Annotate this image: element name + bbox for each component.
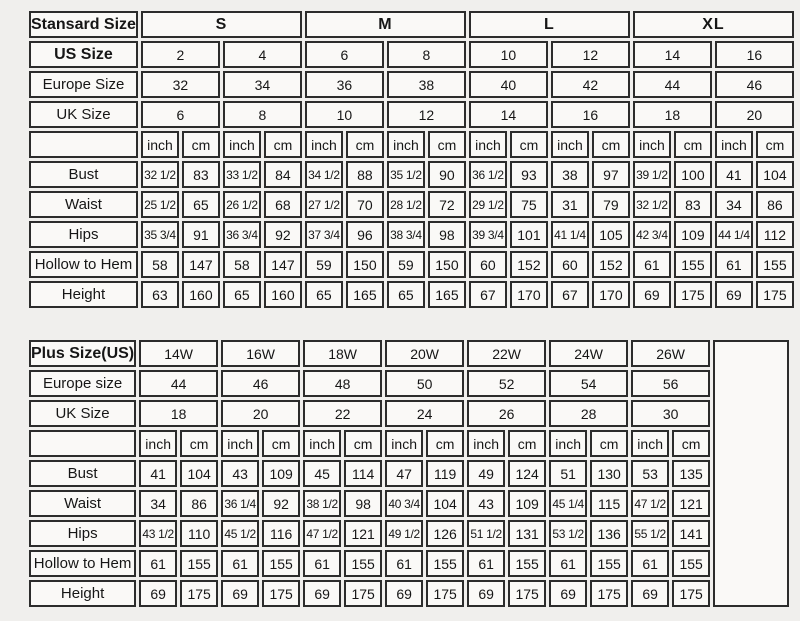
size-value-cell: 6 (141, 101, 220, 128)
size-value-cell: 56 (631, 370, 710, 397)
size-value-cell: 46 (715, 71, 794, 98)
plus-size-header: 18W (303, 340, 382, 367)
value-cell: 69 (385, 580, 423, 607)
row-label: Waist (29, 490, 136, 517)
unit-header-cell: inch (141, 131, 179, 158)
value-cell: 32 1/2 (141, 161, 179, 188)
size-value-cell: 52 (467, 370, 546, 397)
value-cell: 43 1/2 (139, 520, 177, 547)
value-cell: 53 1/2 (549, 520, 587, 547)
value-cell: 67 (469, 281, 507, 308)
unit-header-cell: inch (139, 430, 177, 457)
value-cell: 60 (469, 251, 507, 278)
value-cell: 75 (510, 191, 548, 218)
value-cell: 51 1/2 (467, 520, 505, 547)
value-cell: 92 (264, 221, 302, 248)
value-cell: 43 (467, 490, 505, 517)
size-value-cell: 14 (633, 41, 712, 68)
value-cell: 36 3/4 (223, 221, 261, 248)
value-cell: 67 (551, 281, 589, 308)
value-cell: 69 (139, 580, 177, 607)
size-value-cell: 42 (551, 71, 630, 98)
size-value-cell: 28 (549, 400, 628, 427)
value-cell: 155 (180, 550, 218, 577)
value-cell: 155 (344, 550, 382, 577)
empty-corner-cell (29, 131, 138, 158)
value-cell: 86 (180, 490, 218, 517)
value-cell: 36 1/2 (469, 161, 507, 188)
value-cell: 44 1/4 (715, 221, 753, 248)
value-cell: 39 1/2 (633, 161, 671, 188)
size-value-cell: 14 (469, 101, 548, 128)
value-cell: 35 3/4 (141, 221, 179, 248)
value-cell: 98 (428, 221, 466, 248)
size-value-cell: 24 (385, 400, 464, 427)
value-cell: 55 1/2 (631, 520, 669, 547)
unit-header-cell: inch (551, 131, 589, 158)
size-value-cell: 54 (549, 370, 628, 397)
value-cell: 110 (180, 520, 218, 547)
value-cell: 160 (182, 281, 220, 308)
value-cell: 61 (385, 550, 423, 577)
row-label: Hollow to Hem (29, 251, 138, 278)
unit-header-cell: cm (672, 430, 710, 457)
value-cell: 31 (551, 191, 589, 218)
value-cell: 38 1/2 (303, 490, 341, 517)
unit-header-cell: cm (344, 430, 382, 457)
value-cell: 40 3/4 (385, 490, 423, 517)
value-cell: 27 1/2 (305, 191, 343, 218)
size-value-cell: 20 (221, 400, 300, 427)
size-value-cell: 18 (633, 101, 712, 128)
unit-header-cell: cm (756, 131, 794, 158)
unit-header-cell: cm (264, 131, 302, 158)
size-value-cell: 16 (551, 101, 630, 128)
value-cell: 65 (387, 281, 425, 308)
value-cell: 165 (346, 281, 384, 308)
value-cell: 124 (508, 460, 546, 487)
value-cell: 47 (385, 460, 423, 487)
value-cell: 136 (590, 520, 628, 547)
value-cell: 88 (346, 161, 384, 188)
size-value-cell: 10 (305, 101, 384, 128)
value-cell: 33 1/2 (223, 161, 261, 188)
value-cell: 47 1/2 (303, 520, 341, 547)
size-value-cell: 44 (139, 370, 218, 397)
value-cell: 63 (141, 281, 179, 308)
size-value-cell: 40 (469, 71, 548, 98)
row-label: UK Size (29, 101, 138, 128)
value-cell: 101 (510, 221, 548, 248)
unit-header-cell: inch (469, 131, 507, 158)
value-cell: 109 (674, 221, 712, 248)
size-value-cell: 20 (715, 101, 794, 128)
unit-header-cell: inch (305, 131, 343, 158)
row-label: Waist (29, 191, 138, 218)
corner-label-cell: Stansard Size (29, 11, 138, 38)
plus-size-header: 16W (221, 340, 300, 367)
value-cell: 104 (426, 490, 464, 517)
value-cell: 104 (756, 161, 794, 188)
corner-label-cell: Plus Size(US) (29, 340, 136, 367)
value-cell: 35 1/2 (387, 161, 425, 188)
value-cell: 61 (221, 550, 259, 577)
standard-size-table (26, 8, 797, 311)
value-cell: 69 (715, 281, 753, 308)
size-group-header: S (141, 11, 302, 38)
size-value-cell: 12 (551, 41, 630, 68)
row-label: Europe size (29, 370, 136, 397)
plus-size-table (26, 337, 792, 610)
value-cell: 53 (631, 460, 669, 487)
value-cell: 79 (592, 191, 630, 218)
value-cell: 61 (715, 251, 753, 278)
value-cell: 175 (262, 580, 300, 607)
size-value-cell: 48 (303, 370, 382, 397)
value-cell: 39 3/4 (469, 221, 507, 248)
value-cell: 65 (182, 191, 220, 218)
size-value-cell: 34 (223, 71, 302, 98)
value-cell: 155 (262, 550, 300, 577)
size-value-cell: 18 (139, 400, 218, 427)
value-cell: 45 1/4 (549, 490, 587, 517)
value-cell: 155 (674, 251, 712, 278)
value-cell: 170 (592, 281, 630, 308)
size-group-header: L (469, 11, 630, 38)
value-cell: 121 (672, 490, 710, 517)
unit-header-cell: cm (510, 131, 548, 158)
value-cell: 155 (672, 550, 710, 577)
value-cell: 72 (428, 191, 466, 218)
unit-header-cell: inch (385, 430, 423, 457)
unit-header-cell: cm (180, 430, 218, 457)
unit-header-cell: cm (426, 430, 464, 457)
unit-header-cell: inch (715, 131, 753, 158)
value-cell: 116 (262, 520, 300, 547)
size-value-cell: 44 (633, 71, 712, 98)
value-cell: 68 (264, 191, 302, 218)
value-cell: 109 (262, 460, 300, 487)
size-value-cell: 38 (387, 71, 466, 98)
value-cell: 43 (221, 460, 259, 487)
value-cell: 147 (182, 251, 220, 278)
value-cell: 61 (633, 251, 671, 278)
unit-header-cell: cm (262, 430, 300, 457)
size-group-header: XL (633, 11, 794, 38)
value-cell: 29 1/2 (469, 191, 507, 218)
empty-corner-cell (29, 430, 136, 457)
value-cell: 96 (346, 221, 384, 248)
plus-size-header: 22W (467, 340, 546, 367)
value-cell: 32 1/2 (633, 191, 671, 218)
value-cell: 93 (510, 161, 548, 188)
value-cell: 126 (426, 520, 464, 547)
unit-header-cell: inch (633, 131, 671, 158)
value-cell: 119 (426, 460, 464, 487)
unit-header-cell: inch (303, 430, 341, 457)
value-cell: 105 (592, 221, 630, 248)
unit-header-cell: inch (387, 131, 425, 158)
size-value-cell: 32 (141, 71, 220, 98)
unit-header-cell: cm (346, 131, 384, 158)
size-value-cell: 12 (387, 101, 466, 128)
unit-header-cell: inch (221, 430, 259, 457)
value-cell: 49 1/2 (385, 520, 423, 547)
value-cell: 175 (426, 580, 464, 607)
unit-header-cell: cm (182, 131, 220, 158)
size-value-cell: 50 (385, 370, 464, 397)
plus-size-header: 26W (631, 340, 710, 367)
value-cell: 34 (139, 490, 177, 517)
value-cell: 175 (180, 580, 218, 607)
value-cell: 92 (262, 490, 300, 517)
unit-header-cell: cm (428, 131, 466, 158)
value-cell: 83 (674, 191, 712, 218)
value-cell: 141 (672, 520, 710, 547)
value-cell: 104 (180, 460, 218, 487)
value-cell: 65 (223, 281, 261, 308)
size-value-cell: 36 (305, 71, 384, 98)
value-cell: 147 (264, 251, 302, 278)
value-cell: 69 (467, 580, 505, 607)
value-cell: 97 (592, 161, 630, 188)
row-label: Bust (29, 460, 136, 487)
value-cell: 41 1/4 (551, 221, 589, 248)
value-cell: 84 (264, 161, 302, 188)
size-value-cell: 2 (141, 41, 220, 68)
empty-cell (713, 340, 789, 607)
value-cell: 26 1/2 (223, 191, 261, 218)
value-cell: 25 1/2 (141, 191, 179, 218)
value-cell: 34 1/2 (305, 161, 343, 188)
value-cell: 59 (387, 251, 425, 278)
value-cell: 69 (549, 580, 587, 607)
row-label: US Size (29, 41, 138, 68)
row-label: Bust (29, 161, 138, 188)
value-cell: 45 1/2 (221, 520, 259, 547)
value-cell: 152 (510, 251, 548, 278)
value-cell: 28 1/2 (387, 191, 425, 218)
value-cell: 61 (303, 550, 341, 577)
value-cell: 175 (672, 580, 710, 607)
value-cell: 60 (551, 251, 589, 278)
row-label: UK Size (29, 400, 136, 427)
value-cell: 98 (344, 490, 382, 517)
unit-header-cell: inch (467, 430, 505, 457)
value-cell: 155 (590, 550, 628, 577)
value-cell: 155 (508, 550, 546, 577)
value-cell: 83 (182, 161, 220, 188)
value-cell: 175 (344, 580, 382, 607)
value-cell: 41 (715, 161, 753, 188)
value-cell: 38 (551, 161, 589, 188)
size-value-cell: 22 (303, 400, 382, 427)
size-value-cell: 8 (387, 41, 466, 68)
value-cell: 135 (672, 460, 710, 487)
value-cell: 58 (141, 251, 179, 278)
value-cell: 34 (715, 191, 753, 218)
row-label: Europe Size (29, 71, 138, 98)
value-cell: 170 (510, 281, 548, 308)
row-label: Hips (29, 520, 136, 547)
plus-size-header: 20W (385, 340, 464, 367)
value-cell: 58 (223, 251, 261, 278)
unit-header-cell: cm (592, 131, 630, 158)
unit-header-cell: cm (508, 430, 546, 457)
value-cell: 131 (508, 520, 546, 547)
value-cell: 42 3/4 (633, 221, 671, 248)
value-cell: 121 (344, 520, 382, 547)
value-cell: 175 (674, 281, 712, 308)
value-cell: 115 (590, 490, 628, 517)
plus-size-header: 24W (549, 340, 628, 367)
value-cell: 45 (303, 460, 341, 487)
unit-header-cell: cm (590, 430, 628, 457)
value-cell: 155 (426, 550, 464, 577)
value-cell: 47 1/2 (631, 490, 669, 517)
value-cell: 130 (590, 460, 628, 487)
row-label: Hips (29, 221, 138, 248)
value-cell: 59 (305, 251, 343, 278)
unit-header-cell: cm (674, 131, 712, 158)
size-value-cell: 10 (469, 41, 548, 68)
standard-size-table-container (26, 8, 800, 311)
value-cell: 41 (139, 460, 177, 487)
value-cell: 61 (467, 550, 505, 577)
unit-header-cell: inch (549, 430, 587, 457)
value-cell: 150 (428, 251, 466, 278)
value-cell: 175 (508, 580, 546, 607)
value-cell: 152 (592, 251, 630, 278)
unit-header-cell: inch (631, 430, 669, 457)
size-value-cell: 30 (631, 400, 710, 427)
size-group-header: M (305, 11, 466, 38)
value-cell: 61 (549, 550, 587, 577)
value-cell: 150 (346, 251, 384, 278)
value-cell: 51 (549, 460, 587, 487)
value-cell: 38 3/4 (387, 221, 425, 248)
value-cell: 86 (756, 191, 794, 218)
value-cell: 69 (303, 580, 341, 607)
row-label: Hollow to Hem (29, 550, 136, 577)
row-label: Height (29, 281, 138, 308)
value-cell: 165 (428, 281, 466, 308)
value-cell: 61 (139, 550, 177, 577)
size-value-cell: 8 (223, 101, 302, 128)
row-label: Height (29, 580, 136, 607)
value-cell: 175 (756, 281, 794, 308)
plus-size-header: 14W (139, 340, 218, 367)
value-cell: 112 (756, 221, 794, 248)
value-cell: 36 1/4 (221, 490, 259, 517)
value-cell: 69 (631, 580, 669, 607)
value-cell: 37 3/4 (305, 221, 343, 248)
value-cell: 160 (264, 281, 302, 308)
value-cell: 70 (346, 191, 384, 218)
size-value-cell: 4 (223, 41, 302, 68)
size-value-cell: 26 (467, 400, 546, 427)
value-cell: 90 (428, 161, 466, 188)
value-cell: 114 (344, 460, 382, 487)
value-cell: 69 (221, 580, 259, 607)
size-value-cell: 46 (221, 370, 300, 397)
value-cell: 69 (633, 281, 671, 308)
size-value-cell: 6 (305, 41, 384, 68)
value-cell: 109 (508, 490, 546, 517)
value-cell: 65 (305, 281, 343, 308)
unit-header-cell: inch (223, 131, 261, 158)
value-cell: 61 (631, 550, 669, 577)
value-cell: 100 (674, 161, 712, 188)
value-cell: 91 (182, 221, 220, 248)
plus-size-table-container (26, 337, 800, 610)
value-cell: 175 (590, 580, 628, 607)
size-value-cell: 16 (715, 41, 794, 68)
value-cell: 155 (756, 251, 794, 278)
value-cell: 49 (467, 460, 505, 487)
